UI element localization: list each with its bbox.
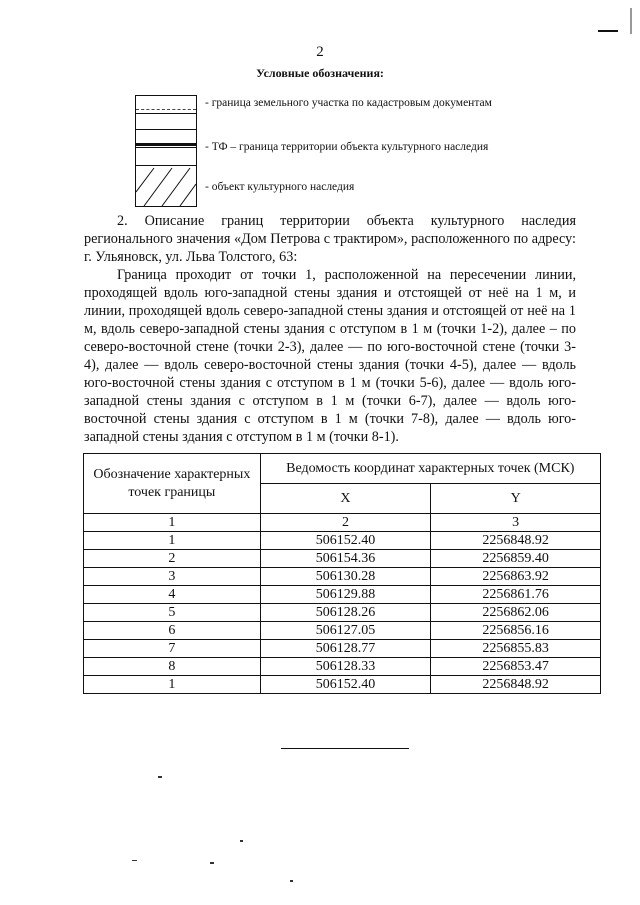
table-cell: 2 xyxy=(84,550,261,568)
legend-label-territory: - ТФ – граница территории объекта культурного наследия xyxy=(205,141,489,153)
table-cell: 2256861.76 xyxy=(431,586,601,604)
table-cell: 506154.36 xyxy=(260,550,431,568)
scan-edge-mark xyxy=(630,8,632,34)
table-cell: 6 xyxy=(84,622,261,640)
table-cell: 506127.05 xyxy=(260,622,431,640)
page-number: 2 xyxy=(316,44,324,60)
table-cell: 2256856.16 xyxy=(431,622,601,640)
table-cell: 1 xyxy=(84,532,261,550)
table-cell: 506128.26 xyxy=(260,604,431,622)
table-cell: 506152.40 xyxy=(260,676,431,694)
table-cell: 2256859.40 xyxy=(431,550,601,568)
table-cell: 506130.28 xyxy=(260,568,431,586)
table-cell: 1 xyxy=(84,676,261,694)
hatch-pattern-icon xyxy=(136,166,196,206)
table-cell: 2 xyxy=(260,514,431,532)
legend-symbol-spacer xyxy=(135,113,197,130)
table-row xyxy=(84,640,601,658)
header-coordinates: Ведомость координат характерных точек (МСК) xyxy=(260,454,600,484)
table-row xyxy=(84,532,601,550)
table-cell: 4 xyxy=(84,586,261,604)
table-cell: 506129.88 xyxy=(260,586,431,604)
legend-symbol-heritage-object xyxy=(135,165,197,207)
table-cell: 506152.40 xyxy=(260,532,431,550)
table-row xyxy=(84,568,601,586)
table-cell: 2256862.06 xyxy=(431,604,601,622)
table-cell: 1 xyxy=(84,514,261,532)
legend-symbol-spacer xyxy=(135,147,197,166)
scan-mark xyxy=(598,30,618,32)
header-x: X xyxy=(260,484,431,514)
table-cell: 2256853.47 xyxy=(431,658,601,676)
table-cell: 3 xyxy=(431,514,601,532)
table-row xyxy=(84,622,601,640)
legend-label-cadastral: - граница земельного участка по кадастровым документам xyxy=(205,97,492,109)
legend-label-heritage: - объект культурного наследия xyxy=(205,181,355,193)
table-row xyxy=(84,676,601,694)
legend-title: Условные обозначения: xyxy=(256,66,384,80)
header-y: Y xyxy=(431,484,601,514)
table-cell: 506128.33 xyxy=(260,658,431,676)
legend-symbol-territory-boundary xyxy=(135,129,197,148)
table-row xyxy=(84,550,601,568)
boundary-paragraph: Граница проходит от точки 1, расположенной на пересечении линии, проходящей вдоль юго-западной стены здания и отстоящей от неё на 1 м, и линии, проходящей вдоль северо-западной стены здания и отстоящей от неё на 1 м, вдоль северо-западной стены здания с отступом в 1 м (точки 1-2), далее – по северо-восточной стене (точки 2-3), далее — по юго-восточной стене (точки 3-4), далее — вдоль северо-восточной стены здания (точки 4-5), далее — вдоль юго-восточной стены здания с отступом в 1 м (точки 5-6), далее — вдоль юго-западной стены здания с отступом в 1 м (точки 6-7), далее — вдоль юго-восточной стены здания с отступом в 1 м (точки 7-8), далее — вдоль юго-западной стены здания с отступом в 1 м (точки 8-1). xyxy=(84,267,576,445)
table-row xyxy=(84,586,601,604)
scan-speck xyxy=(132,860,137,861)
table-row xyxy=(84,604,601,622)
table-row xyxy=(84,658,601,676)
scan-speck xyxy=(210,862,214,864)
table-cell: 2256863.92 xyxy=(431,568,601,586)
table-cell: 8 xyxy=(84,658,261,676)
scan-speck xyxy=(290,880,293,882)
signature-line xyxy=(281,748,409,749)
table-numbering-row xyxy=(84,514,601,532)
coordinates-table xyxy=(83,453,601,694)
scan-speck xyxy=(158,776,162,778)
table-cell: 5 xyxy=(84,604,261,622)
table-cell: 2256855.83 xyxy=(431,640,601,658)
table-cell: 3 xyxy=(84,568,261,586)
scan-speck xyxy=(240,840,243,842)
description-paragraph: 2. Описание границ территории объекта культурного наследия регионального значения «Дом Петрова с трактиром», расположенного по адресу: г. Ульяновск, ул. Льва Толстого, 63: xyxy=(84,213,576,265)
table-cell: 7 xyxy=(84,640,261,658)
table-cell: 2256848.92 xyxy=(431,532,601,550)
legend-symbol-cadastral-boundary xyxy=(135,95,197,114)
table-cell: 506128.77 xyxy=(260,640,431,658)
table-cell: 2256848.92 xyxy=(431,676,601,694)
header-point-designation: Обозначение характерных точек границы xyxy=(84,454,261,514)
